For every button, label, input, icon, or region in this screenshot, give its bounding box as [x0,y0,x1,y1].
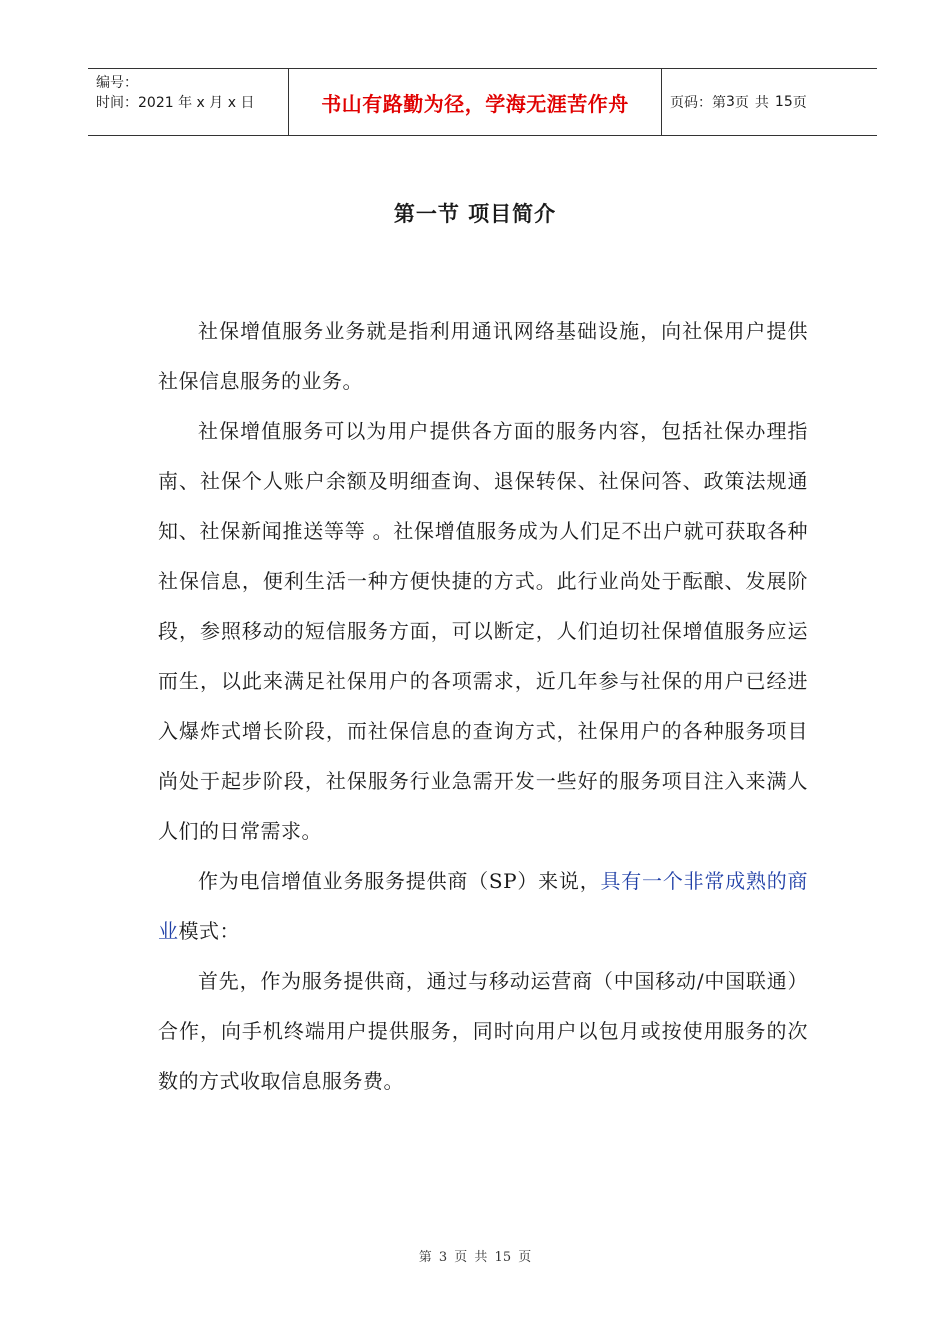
page-current: 3 [726,94,735,110]
header-page-info [662,69,877,135]
page-info-label: 页码：第 [670,95,726,111]
section-title: 第一节 项目简介 [393,202,557,226]
page-footer: 第 3 页 共 15 页 [418,1250,532,1265]
header-meta [88,69,289,135]
paragraph-intro: 社保增值服务业务就是指利用通讯网络基础设施，向社保用户提供社保信息服务的业务。 [158,319,808,393]
paragraph-services: 社保增值服务可以为用户提供各方面的服务内容，包括社保办理指南、社保个人账户余额及明细查询、退保转保、社保问答、政策法规通知、社保新闻推送等等 。社保增值服务成为人们足不出户就可获取各种社保信息，便利生活一种方便快捷的方式。此行业尚处于酝酿、发展阶段，参照移动的短信服务方面，可以断定，人们迫切社保增值服务应运而生，以此来满足社保用户的各项需求，近几年参与社保的用户已经进入爆炸式增长阶段，而社保信息的查询方式，社保用户的各种服务项目尚处于起步阶段，社保服务行业急需开发一些好的服务项目注入来满人人们的日常需求。 [158,419,808,843]
paragraph-business-model [158,856,808,956]
header-motto-cell [289,69,662,135]
paragraph-first-point: 首先，作为服务提供商，通过与移动运营商（中国移动/中国联通）合作，向手机终端用户提供服务，同时向用户以包月或按使用服务的次数的方式收取信息服务费。 [158,969,808,1093]
paragraph-business-model-tail: 模式： [178,919,240,943]
page-total-label: 共 [754,95,769,111]
paragraph-business-model-lead: 作为电信增值业务服务提供商（SP）来说， [198,869,601,893]
page-total: 15 [774,94,793,110]
page-unit: 页 [734,95,749,111]
motto-text: 书山有路勤为径，学海无涯苦作舟 [321,91,629,116]
time-label: 时间：2021 年 x 月 x 日 [96,95,255,111]
page-header [88,68,877,136]
number-label: 编号： [96,75,138,91]
document-body [158,306,808,1106]
page-total-unit: 页 [792,95,807,111]
business-model-link[interactable]: 具有一个非常成熟的商业 [158,869,809,943]
